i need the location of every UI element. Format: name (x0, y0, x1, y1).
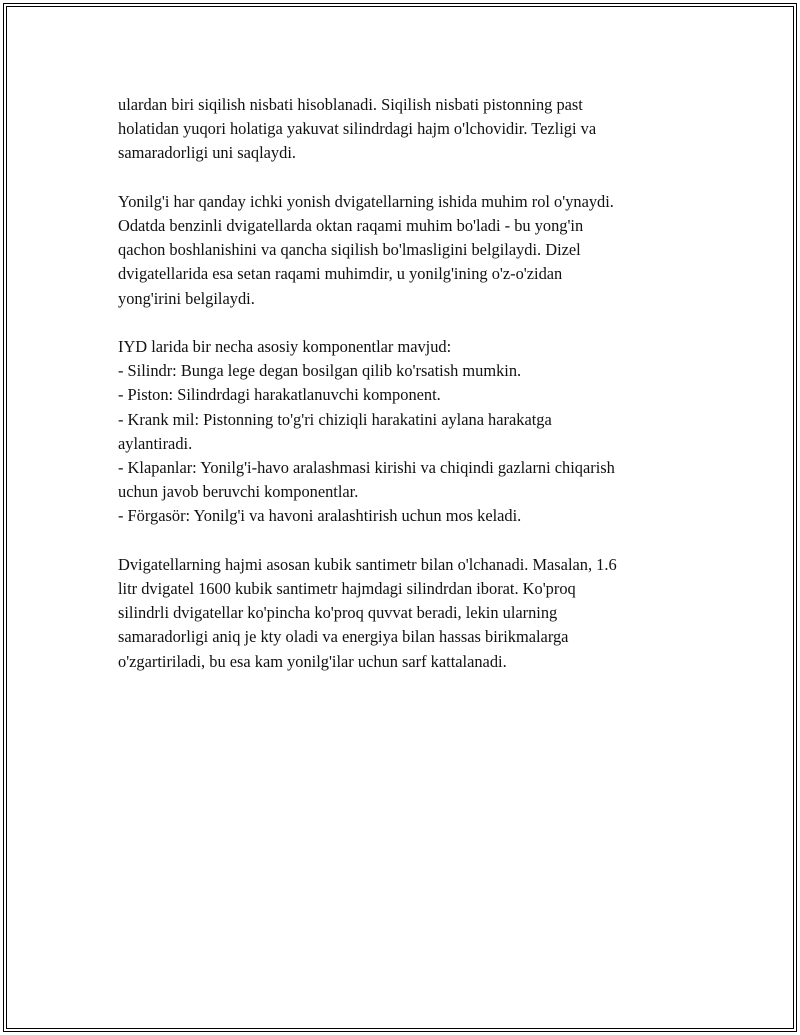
text-line: yong'irini belgilaydi. (118, 288, 255, 308)
list-item: - Silindr: Bunga lege degan bosilgan qilib ko'rsatish mumkin. (118, 361, 522, 381)
list-item-continuation: uchun javob beruvchi komponentlar. (118, 482, 359, 502)
document-page (3, 3, 797, 1032)
list-item: - Klapanlar: Yonilg'i-havo aralashmasi kirishi va chiqindi gazlarni chiqarish (118, 458, 615, 478)
list-item: - Piston: Silindrdagi harakatlanuvchi komponent. (118, 385, 441, 405)
text-line: holatidan yuqori holatiga yakuvat silindrdagi hajm o'lchovidir. Tezligi va (118, 119, 597, 139)
list-intro: IYD larida bir necha asosiy komponentlar mavjud: (118, 337, 452, 356)
list-item: - Förgasör: Yonilg'i va havoni aralashtirish uchun mos keladi. (118, 506, 522, 526)
paragraph-fuel (118, 190, 693, 311)
text-line: litr dvigatel 1600 kubik santimetr hajmdagi silindrdan iborat. Ko'proq (118, 579, 576, 599)
text-line: qachon boshlanishini va qancha siqilish bo'lmasligini belgilaydi. Dizel (118, 240, 581, 260)
text-line: o'zgartiriladi, bu esa kam yonilg'ilar uchun sarf kattalanadi. (118, 651, 507, 671)
text-line: samaradorligi uni saqlaydi. (118, 143, 296, 163)
list-item: - Krank mil: Pistonning to'g'ri chiziqli harakatini aylana harakatga (118, 409, 552, 429)
text-line: silindrli dvigatellar ko'pincha ko'proq quvvat beradi, lekin ularning (118, 603, 558, 623)
text-line: Dvigatellarning hajmi asosan kubik santimetr bilan o'lchanadi. Masalan, 1.6 (118, 554, 617, 574)
text-line: Odatda benzinli dvigatellarda oktan raqami muhim bo'ladi - bu yong'in (118, 216, 584, 235)
text-line: samaradorligi aniq je kty oladi va energiya bilan hassas birikmalarga (118, 627, 569, 647)
paragraph-compression-ratio (118, 93, 693, 166)
text-line: Yonilg'i har qanday ichki yonish dvigatellarning ishida muhim rol o'ynaydi. (118, 191, 614, 211)
list-item-continuation: aylantiradi. (118, 433, 193, 453)
paragraph-components-list (118, 335, 693, 529)
paragraph-engine-volume (118, 553, 693, 674)
text-line: dvigatellarida esa setan raqami muhimdir, u yonilg'ining o'z-o'zidan (118, 264, 563, 284)
document-body (118, 93, 693, 698)
text-line: ulardan biri siqilish nisbati hisoblanadi. Siqilish nisbati pistonning past (118, 95, 583, 114)
